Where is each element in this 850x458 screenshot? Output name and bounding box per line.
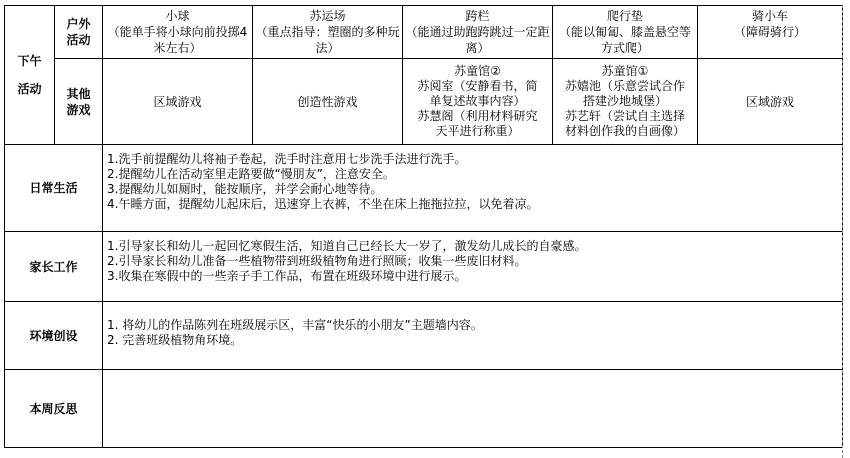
afternoon-activity-header — [5, 6, 55, 145]
list-item: 3.收集在寒假中的一些亲子手工作品，布置在班级环境中进行展示。 — [107, 269, 467, 283]
activity-title: 骑小车 — [751, 9, 788, 23]
outdoor-activity-hurdle — [403, 6, 553, 59]
parent-work-content — [103, 232, 843, 302]
other-game-room1: 苏童馆① 苏嬉池（乐意尝试合作 搭建沙地城堡） 苏艺轩（尝试自主选择 材料创作我的自画像） — [553, 59, 698, 145]
list-item: 2.引导家长和幼儿准备一些植物带到班级植物角进行照顾；收集一些废旧材料。 — [107, 254, 527, 268]
daily-life-content — [103, 145, 843, 232]
activity-desc: （能通过助跑跨跳过一定距离） — [405, 25, 550, 55]
afternoon-header-line2: 活动 — [17, 82, 42, 96]
list-item: 4.午睡方面，提醒幼儿起床后，迅速穿上衣裤，不坐在床上拖拖拉拉，以免着凉。 — [107, 197, 539, 211]
list-item: 1. 将幼儿的作品陈列在班级展示区，丰富“快乐的小朋友”主题墙内容。 — [107, 318, 483, 332]
other-games-label: 其他 游戏 — [55, 59, 103, 145]
weekly-reflection-content[interactable] — [103, 370, 843, 448]
parent-work-label: 家长工作 — [5, 232, 103, 302]
outdoor-activity-label: 户外 活动 — [55, 6, 103, 59]
environment-label: 环境创设 — [5, 302, 103, 370]
other-game-area-2: 区域游戏 — [698, 59, 843, 145]
outdoor-activity-field — [253, 6, 403, 59]
outdoor-activity-crawl-mat — [553, 6, 698, 59]
activity-title: 爬行垫 — [606, 9, 643, 23]
activity-desc: （能单手将小球向前投掷4米左右） — [107, 25, 248, 55]
activity-desc: （重点指导：塑圈的多种玩法） — [255, 25, 400, 55]
weekly-reflection-label: 本周反思 — [5, 370, 103, 448]
outdoor-activity-bike — [698, 6, 843, 59]
weekly-plan-table — [4, 5, 843, 448]
other-game-area: 区域游戏 — [103, 59, 253, 145]
activity-title: 跨栏 — [465, 9, 490, 23]
list-item: 2. 完善班级植物角环境。 — [107, 333, 243, 347]
page-edge-divider — [842, 5, 844, 458]
afternoon-header-line1: 下午 — [17, 54, 42, 68]
list-item: 2.提醒幼儿在活动室里走路要做“慢朋友”，注意安全。 — [107, 167, 395, 181]
activity-title: 苏运场 — [309, 9, 346, 23]
other-game-creative: 创造性游戏 — [253, 59, 403, 145]
daily-life-label: 日常生活 — [5, 145, 103, 232]
list-item: 3.提醒幼儿如厕时，能按顺序，并学会耐心地等待。 — [107, 182, 383, 196]
activity-title: 小球 — [165, 9, 190, 23]
list-item: 1.引导家长和幼儿一起回忆寒假生活，知道自己已经长大一岁了，激发幼儿成长的自豪感。 — [107, 239, 587, 253]
activity-desc: （能以匍匐、膝盖悬空等方式爬） — [558, 25, 691, 55]
list-item: 1.洗手前提醒幼儿将袖子卷起，洗手时注意用七步洗手法进行洗手。 — [107, 152, 467, 166]
outdoor-activity-ball — [103, 6, 253, 59]
environment-content — [103, 302, 843, 370]
other-game-room2: 苏童馆② 苏阅室（安静看书，简 单复述故事内容） 苏慧阁（利用材料研究 天平进行称重） — [403, 59, 553, 145]
activity-desc: （障碍骑行） — [733, 25, 806, 39]
